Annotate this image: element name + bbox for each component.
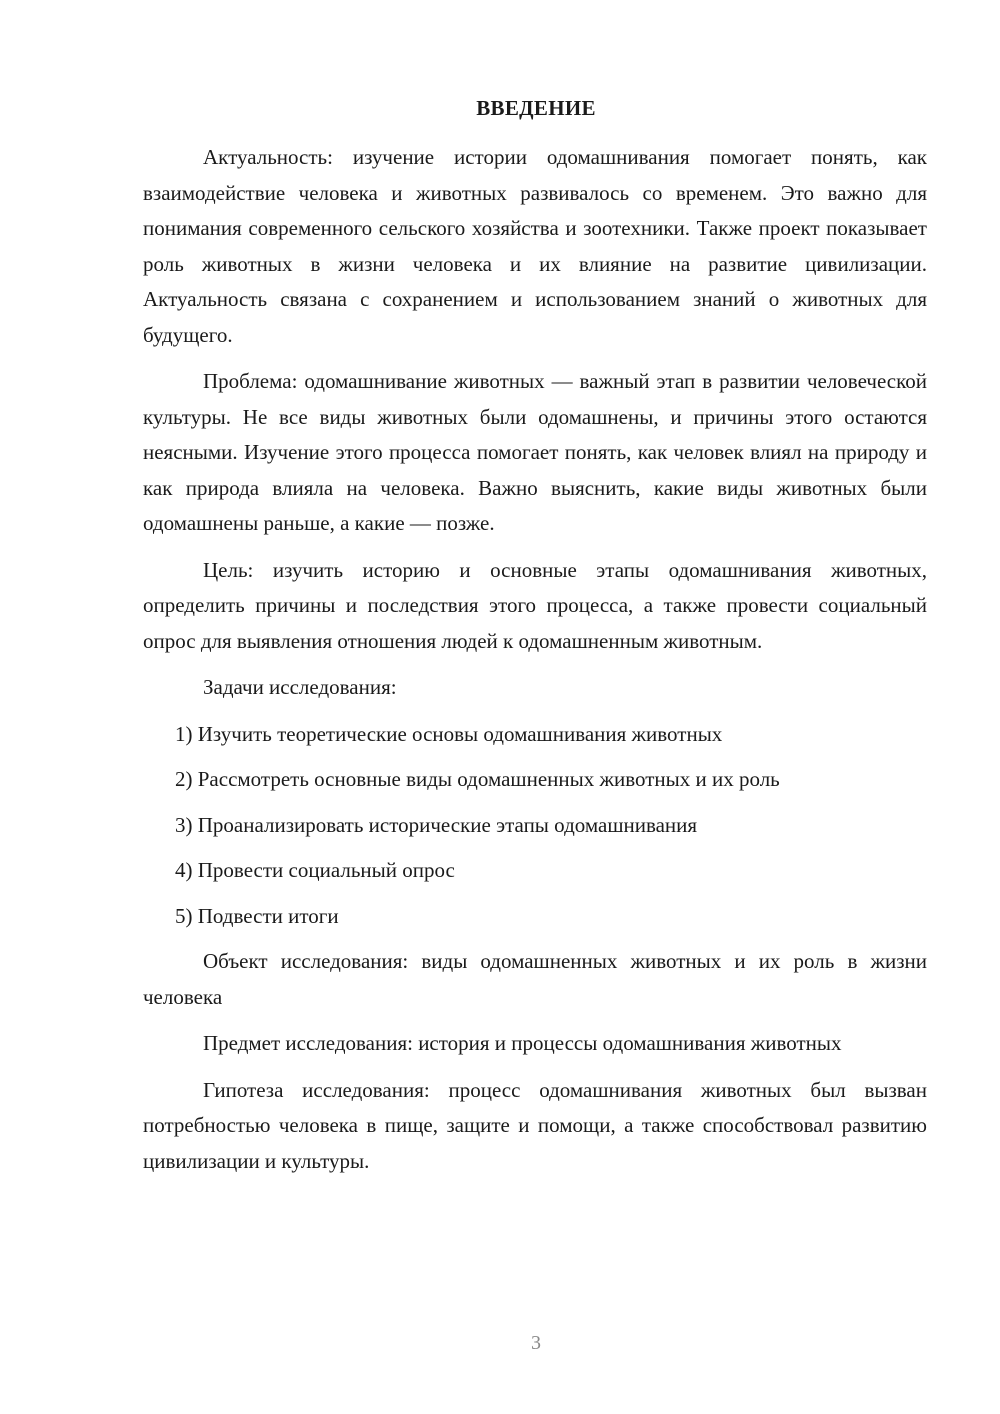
- list-item: 4) Провести социальный опрос: [175, 858, 455, 882]
- list-item: 3) Проанализировать исторические этапы одомашнивания: [175, 812, 698, 837]
- paragraph-object: Объект исследования: виды одомашненных животных и их роль в жизни человека: [143, 949, 927, 1009]
- paragraph-relevance: Актуальность: изучение истории одомашнивания помогает понять, как взаимодействие человека и животных развивалось со временем. Это важно для понимания современного сельского хозяйства и зоотехники. Также проект показывает роль животных в жизни человека и их влияние на развитие цивилизации. Актуальность связана с сохранением и использованием знаний о животных для будущего.: [143, 145, 927, 347]
- list-item: 1) Изучить теоретические основы одомашнивания животных: [175, 721, 723, 746]
- page-number: 3: [531, 1332, 541, 1354]
- paragraph-problem: Проблема: одомашнивание животных — важный этап в развитии человеческой культуры. Не все виды животных были одомашнены, и причины этого остаются неясными. Изучение этого процесса помогает понять, как человек влиял на природу и как природа влияла на человека. Важно выяснить, какие виды животных были одомашнены раньше, а какие — позже.: [143, 369, 927, 535]
- paragraph-goal: Цель: изучить историю и основные этапы одомашнивания животных, определить причины и последствия этого процесса, а также провести социальный опрос для выявления отношения людей к одомашненным животным.: [143, 557, 927, 653]
- list-item: 5) Подвести итоги: [175, 903, 339, 928]
- body-text: [143, 140, 927, 1190]
- list-item: 2) Рассмотреть основные виды одомашненных животных и их роль: [175, 767, 780, 791]
- paragraph-subject: Предмет исследования: история и процессы одомашнивания животных: [203, 1031, 842, 1055]
- paragraph-hypothesis: Гипотеза исследования: процесс одомашнивания животных был вызван потребностью человека в пище, защите и помощи, а также способствовал развитию цивилизации и культуры.: [143, 1077, 927, 1173]
- tasks-list: [143, 717, 927, 935]
- page-title: ВВЕДЕНИЕ: [476, 96, 596, 120]
- tasks-heading: Задачи исследования:: [203, 675, 397, 699]
